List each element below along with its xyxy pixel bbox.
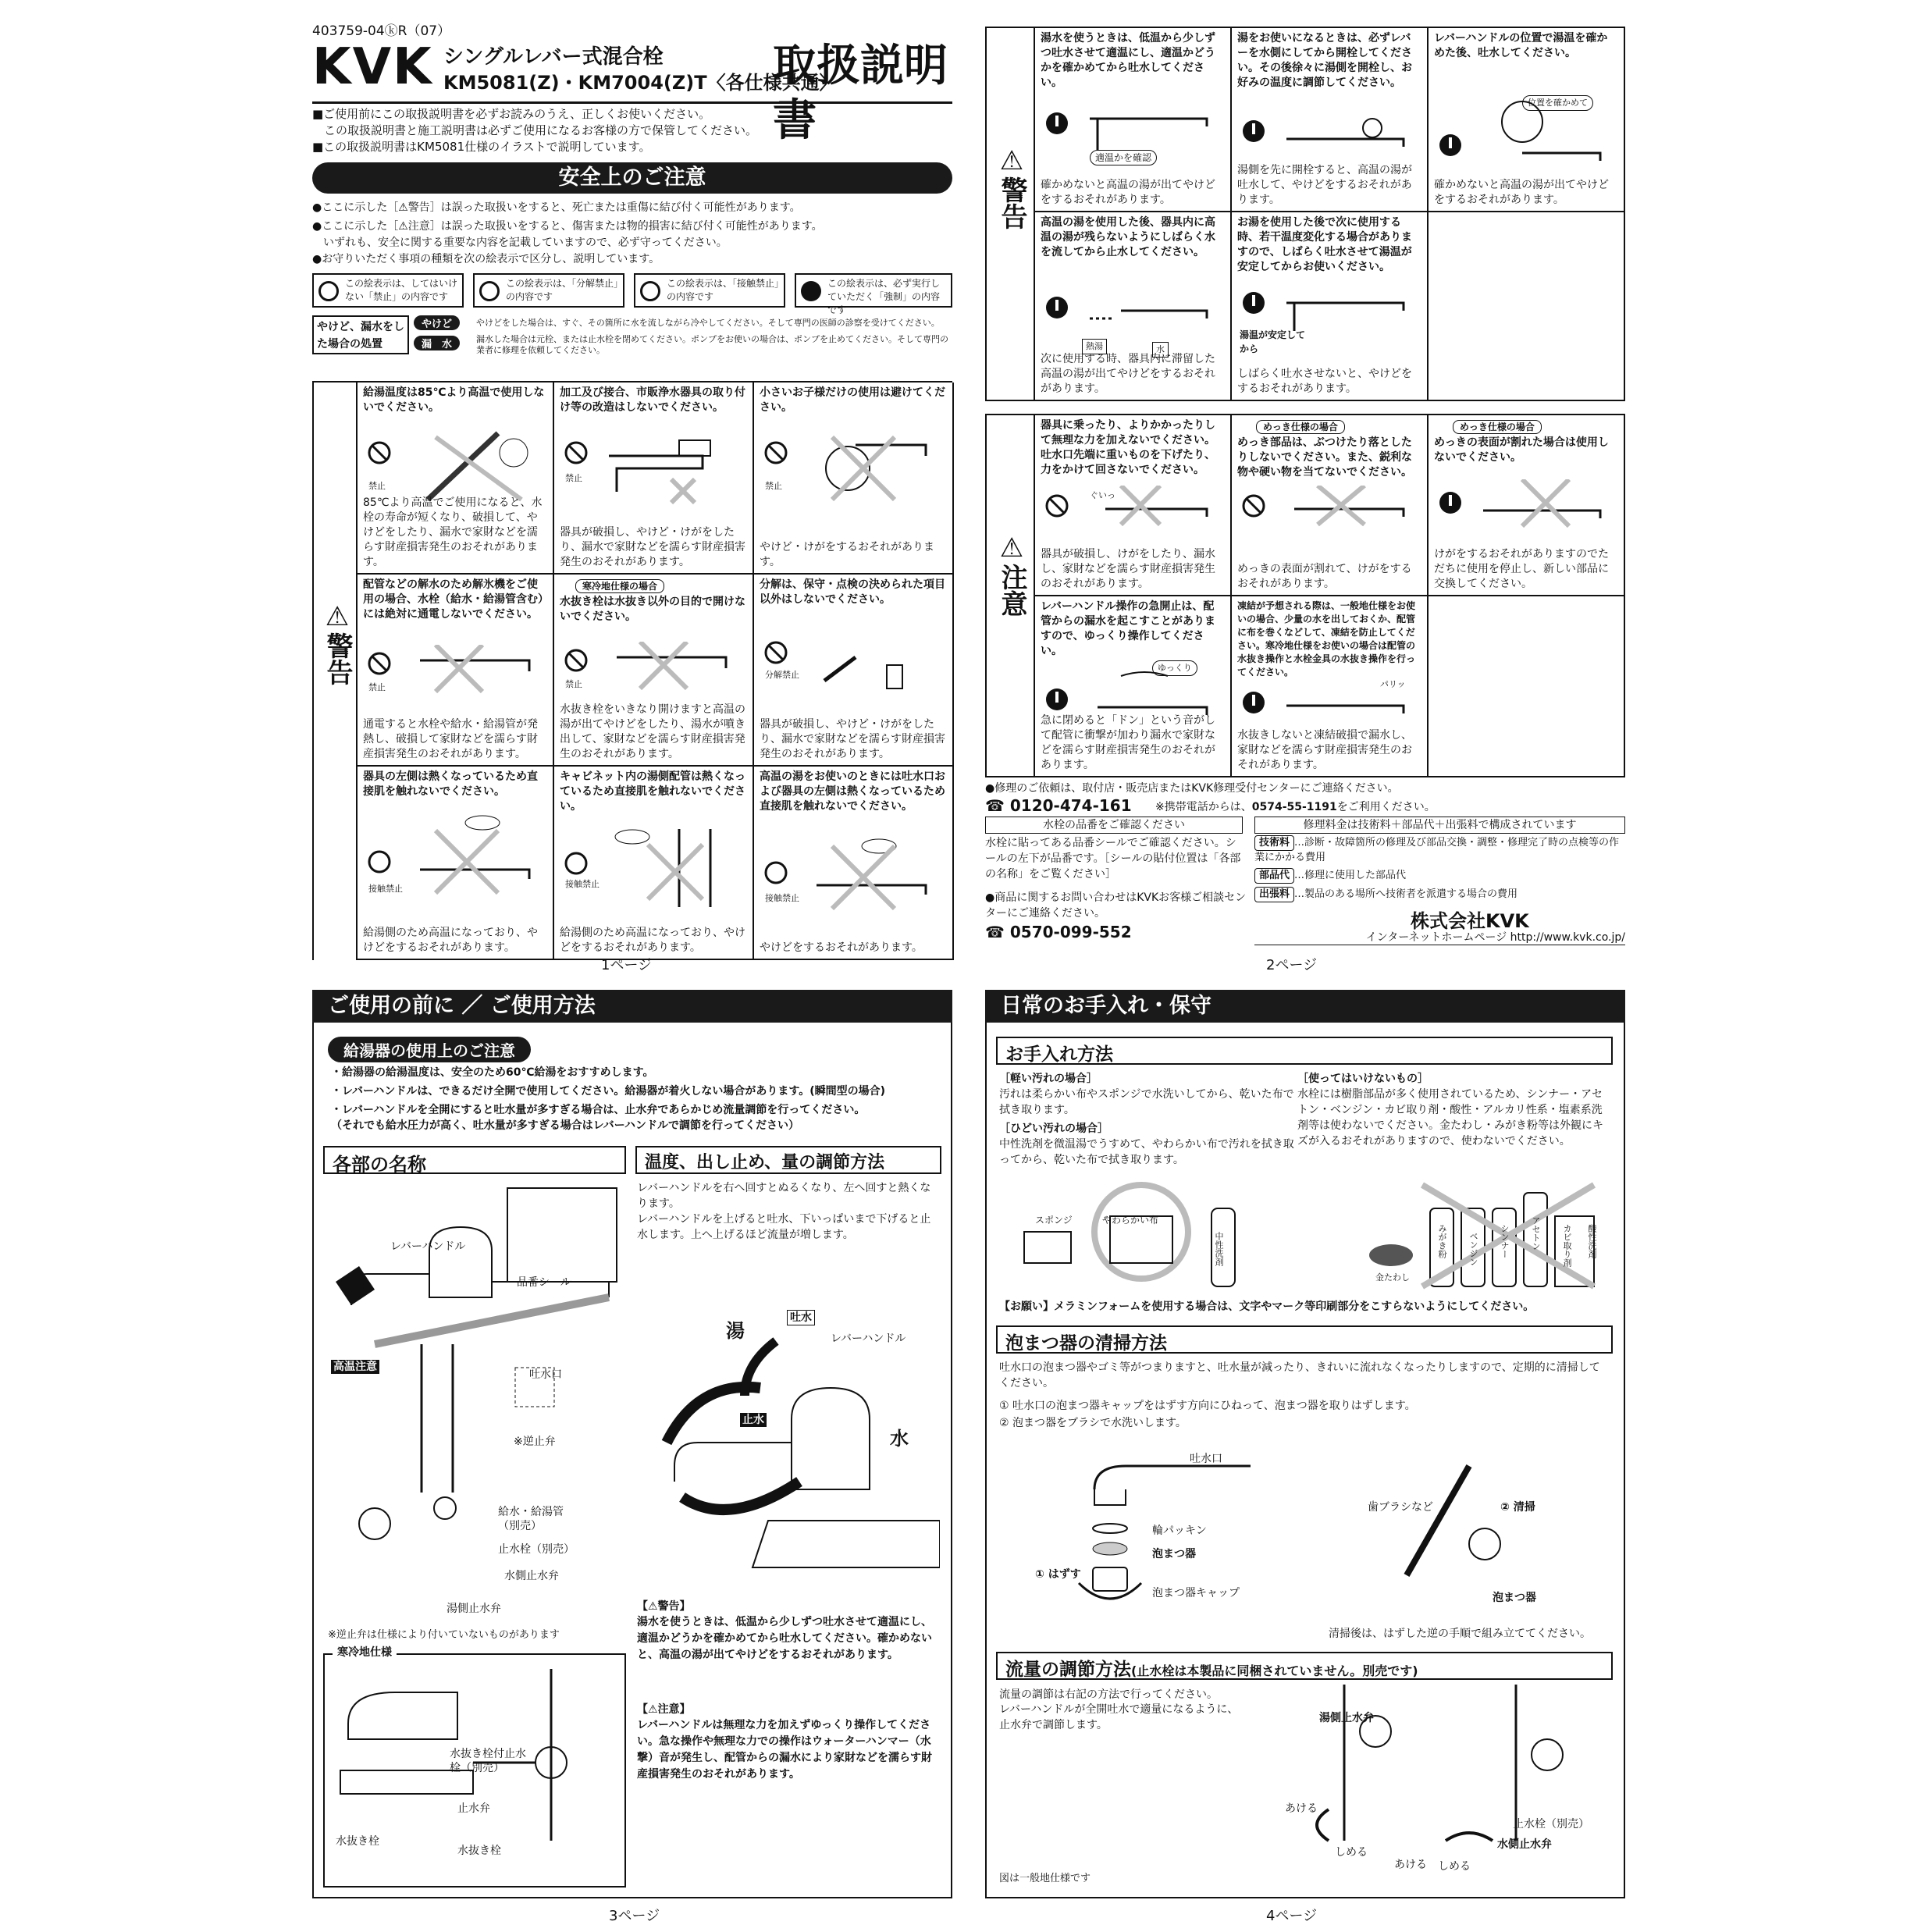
adjust-cold: 水 [890,1428,909,1450]
mandatory-icon [801,281,821,301]
flow-stop: 止水栓（別売） [1513,1818,1589,1831]
yakedo-tag: やけど [414,315,460,330]
label-hot: 高温注意 [331,1360,379,1374]
caution-side-label: ⚠注意 [987,415,1035,776]
warn-cell-5: 寒冷地仕様の場合 水抜き栓は水抜き以外の目的で開けないでください。 禁止 水抜き栓をいきなり開けますと高温の湯が出てやけどをしたり、湯水が噴き出して、家財などを濡らす財産損害発生のおそれがあります。 [554,575,754,767]
label-lever: レバーハンドル [390,1240,466,1253]
prohibit-icon [318,281,339,301]
light-text: 汚れは柔らかい布やスポンジで水洗いしてから、乾いた布で拭き取ります。 [999,1088,1294,1116]
no-touch-icon [640,281,660,301]
page-number-4: 4ページ [1266,1908,1318,1924]
caution-grid [985,414,1625,777]
disassemble-icon [762,634,945,696]
symbol-no-disassemble: この絵表示は、「分解禁止」の内容です [473,273,624,308]
label-pipe: 給水・給湯管（別売） [498,1506,564,1532]
cold-stop-valve: 止水弁 [457,1802,490,1815]
rousui-tag: 漏 水 [414,336,460,350]
aerator-brush: 歯ブラシなど [1368,1501,1433,1514]
fee-0: 技術料 …診断・故障箇所の修理及び部品交換・調整・修理完了時の点検等の作業にかかる費用 [1254,837,1620,863]
emergency-label: やけど、漏水をした場合の処置 [312,315,409,354]
symbol-mandatory: この絵表示は、必ず実行していただく「強制」の内容です [795,273,952,308]
label-spout: 吐水口 [529,1368,562,1381]
heavy-text: 中性洗剤を微温湯でうすめて、やわらかい布で汚れを拭き取ってから、乾いた布で拭き取ります。 [999,1138,1294,1166]
light-title: ［軽い汚れの場合］ [999,1073,1098,1085]
caution-box: レバーハンドルは無理な力を加えずゆっくり操作してください。急な操作や無理な力での操作はウォーターハンマー（水撃）音が発生し、配管からの漏水により家財などを濡らす財産損害発生のおそれがあります。 [637,1719,932,1781]
safety-note-2: いずれも、安全に関する重要な内容を記載していますので、必ず守ってください。 [312,237,728,249]
page-2 [985,23,1625,973]
inquiry-tel: ☎ 0570-099-552 [985,923,1132,941]
p2-caution-cell-1: 器具に乗ったり、よりかかったりして無理な力を加えないでください。吐水口先端に重いものを下げたり、力をかけて回さないでください。 ぐいっ 器具が破損し、けがをしたり、漏水し、家財などを濡らす財産損害発生のおそれがあります。 [1035,415,1232,596]
adjust-text-1: レバーハンドルを上げると吐水、下いっぱいまで下げると止水します。上へ上げるほど流量が増します。 [637,1213,931,1241]
rousui-text: 漏水した場合は元栓、または止水栓を閉めてください。ポンプをお使いの場合は、ポンプを止めてください。そして専門の業者に修理を依頼してください。 [476,334,948,355]
force-icon [1043,486,1222,532]
warn-cell-3: 小さいお子様だけの使用は避けてください。 禁止 やけど・けがをするおそれがあります。 [754,382,954,575]
adjust-lever: レバーハンドル [831,1332,906,1345]
aerator-aerator: 泡まつ器 [1152,1548,1196,1560]
child-icon [762,429,945,507]
plating-broken-icon [1436,479,1616,534]
warning-grid [312,381,952,960]
adjust-hot: 湯 [726,1320,745,1342]
aerator-after: 清掃後は、はずした逆の手順で組み立ててください。 [1329,1628,1591,1640]
heater-item-3: （それでも給水圧力が高く、吐水量が多すぎる場合はレバーハンドルで調節を行ってください） [331,1119,800,1132]
flow-text-0: 流量の調節は右記の方法で行ってください。 [999,1688,1218,1701]
p2-warn-cell-1: 湯水を使うときは、低温から少しずつ吐水させて適温にし、適温かどうかを確かめてから吐水してください。 適温かを確認 確かめないと高温の湯が出てやけどをするおそれがあります。 [1035,28,1232,212]
care-title: お手入れ方法 [996,1037,1613,1065]
faucet-modify-icon [562,432,745,507]
care-polish: みがき粉 [1437,1224,1447,1258]
safety-note-1: ●ここに示した［⚠注意］は誤った取扱いをすると、傷害または物的損害に結び付く可能性があります。 [312,220,823,233]
page4-title: 日常のお手入れ・保守 [985,990,1625,1023]
label-seal: 品番シール [517,1276,571,1289]
parts-note: ※逆止弁は仕様により付いていないものがあります [328,1629,560,1641]
doc-code: 403759-04ⓚR（07） [312,23,451,39]
flow-cold-valve: 水側止水弁 [1497,1838,1552,1851]
aerator-spout: 吐水口 [1190,1453,1222,1465]
fee-title: 修理料金は技術料＋部品代＋出張料で構成されています [1254,817,1625,834]
flow-open-1: あける [1285,1802,1318,1815]
care-items-illustration [1016,1177,1610,1294]
warn-cell-8: キャビネット内の湯側配管は熱くなっているため直接肌を触れないでください。 接触禁止 給湯側のため高温になっており、やけどをするおそれがあります。 [554,767,754,960]
label-stop: 止水栓（別売） [498,1543,575,1556]
care-thinner: シンナー [1500,1224,1510,1258]
aerator-packing: 輪パッキン [1152,1525,1207,1537]
p2-warn-cell-2: 湯をお使いになるときは、必ずレバーを水側にしてから開栓してください。その後徐々に湯側を開栓し、お好みの温度に調節してください。 湯側を先に開栓すると、高温の湯が吐水して、やけどをするおそれがあります。 [1232,28,1429,212]
aerator-diagram [1063,1450,1571,1614]
flush-icon [1043,287,1222,342]
heavy-title: ［ひどい汚れの場合］ [999,1123,1108,1135]
care-neutral: 中性洗剤 [1214,1232,1224,1266]
page3-title: ご使用の前に ／ ご使用方法 [312,990,952,1023]
symbol-legend [312,273,952,315]
page-number-1: 1ページ [601,957,653,973]
flow-close-1: しめる [1335,1846,1368,1859]
company: 株式会社KVK [1411,910,1529,932]
care-acid: 酸性洗剤 [1587,1224,1597,1258]
intro-1: この取扱説明書と施工説明書は必ずご使用になるお客様の方で保管してください。 [312,123,758,137]
p2-caution-cell-3: めっき仕様の場合 めっきの表面が割れた場合は使用しないでください。 けがをするおそれがありますのでただちに使用を停止し、新しい部品に交換してください。 [1429,415,1625,596]
warn-side-label: ⚠警告 [314,382,358,960]
intro-2: ■この取扱説明書はKM5081仕様のイラストで説明しています。 [312,140,651,154]
melamine-note: 【お願い】メラミンフォームを使用する場合は、文字やマーク等印刷部分をこすらないようにしてください。 [999,1300,1535,1313]
no-disassemble-icon [479,281,500,301]
warn-box: 湯水を使うときは、低温から少しずつ吐水させて適温にし、適温かどうかを確かめてから吐水してください。確かめないと、高温の湯が出てやけどをするおそれがあります。 [637,1616,932,1661]
adjust-text-0: レバーハンドルを右へ回すとぬるくなり、左へ回すと熱くなります。 [637,1182,931,1210]
heater-item-1: ・レバーハンドルは、できるだけ全開で使用してください。給湯器が着火しない場合があります。(瞬間型の場合) [331,1085,885,1098]
product-line1: シングルレバー式混合栓 [443,45,664,69]
cold-drain-1: 水抜き栓 [336,1835,379,1848]
phone-icon: ☎ [985,796,1010,815]
electric-icon [365,645,545,699]
p2-warn-cell-3: レバーハンドルの位置で湯温を確かめた後、吐水してください。 位置を確かめて 確かめないと高温の湯が出てやけどをするおそれがあります。 [1429,28,1625,212]
label-cold-valve: 水側止水弁 [504,1570,559,1582]
care-mold: カビ取り剤 [1562,1224,1572,1267]
cold-drain-2: 水抜き栓 [457,1845,501,1857]
warn-cell-9: 高温の湯をお使いのときには吐水口および器具の左側は熱くなっているため直接肌を触れないでください。 接触禁止 やけどをするおそれがあります。 [754,767,954,960]
p2-warn-cell-4: 高温の湯を使用した後、器具内に高温の湯が残らないようにしばらく水を流してから止水してください。 熱湯 水 次に使用する時、器具内に滞留した高温の湯が出てやけどをするおそれがあります。 [1035,212,1232,400]
safety-note-3: ●お守りいただく事項の種類を次の絵表示で区分し、説明しています。 [312,253,660,265]
flow-note: 図は一般地仕様です [999,1873,1091,1884]
p2-caution-cell-5: 凍結が予想される際は、一般地仕様をお使いの場合、少量の水を出しておくか、配管に布を巻くなどして、凍結を防止してください。寒冷地仕様をお使いの場合は配管の水抜き操作と水栓金具の水抜き操作を行ってください。 パリッ 水抜きしないと凍結破損で漏水し、家財などを濡らす財産損害発生のおそれがあります。 [1232,596,1429,776]
symbol-no-touch: この絵表示は、「接触禁止」の内容です [634,273,785,308]
brand-logo: KVK [312,38,433,96]
fee-2: 出張料 …製品のある場所へ技術者を派遣する場合の費用 [1254,887,1625,902]
care-sponge: スポンジ [1035,1215,1073,1226]
cold-title: 寒冷地仕様 [333,1646,397,1660]
warn-cell-4: 配管などの解水のため解氷機をご使用の場合、水栓（給水・給湯管含む）には絶対に通電しないでください。 禁止 通電すると水栓や給水・給湯管が発熱し、破損して家財などを濡らす財産損害発生のおそれがあります。 [358,575,554,767]
lever-diagram [635,1318,940,1583]
aerator-aerator-2: 泡まつ器 [1493,1592,1536,1604]
label-hot-valve: 湯側止水弁 [447,1603,501,1615]
aerator-remove: ① はずす [1035,1568,1081,1581]
repair-tel: ☎ 0120-474-161 [985,796,1132,815]
phone-icon-2: ☎ [985,923,1010,941]
flow-open-2: あける [1394,1859,1427,1871]
drain-valve-icon [562,642,745,696]
flow-hot-valve: 湯側止水弁 [1319,1712,1374,1724]
adjust-stop: 止水 [740,1413,767,1427]
care-benzine: ベンジン [1468,1232,1478,1266]
label-check: ※逆止弁 [514,1436,556,1448]
intro-0: ■ご使用前にこの取扱説明書を必ずお読みのうえ、正しくお使いください。 [312,107,711,121]
ng-title: ［使ってはいけないもの］ [1297,1073,1429,1085]
flow-close-2: しめる [1438,1860,1471,1873]
p2-caution-cell-4: レバーハンドル操作の急開止は、配管からの漏水を起こすことがありますので、ゆっくり操作してください。 ゆっくり 急に閉めると「ドン」という音がして配管に衝撃が加わり漏水で家財などを濡らす財産損害発生のおそれがあります。 [1035,596,1232,776]
adjust-title: 温度、出し止め、量の調節方法 [635,1146,941,1174]
aerator-step-1: ② 泡まつ器をブラシで水洗いします。 [999,1417,1187,1429]
warn-grid-2 [985,27,1625,401]
fee-1: 部品代 …修理に使用した部品代 [1254,868,1625,884]
warn-cell-7: 器具の左側は熱くなっているため直接肌を触れないでください。 接触禁止 給湯側のため高温になっており、やけどをするおそれがあります。 [358,767,554,960]
plating-hit-icon [1240,486,1419,532]
heater-item-2: ・レバーハンドルを全開にすると吐水量が多すぎる場合は、止水弁であらかじめ流量調節を行ってください。 [331,1104,866,1116]
aerator-clean: ② 清掃 [1500,1501,1535,1514]
parts-title: 各部の名称 [323,1146,626,1174]
thermometer-icon [365,429,545,504]
ng-text: 水栓には樹脂部品が多く使用されているため、シンナー・アセトン・ベンジン・カビ取り剤・酸性・アルカリ性系・塩素系洗剤等は使わないでください。金たわし・みがき粉等は外観にキズが入るおそれがありますので、使わないでください。 [1297,1088,1603,1147]
care-cloth: やわらかい布 [1102,1215,1159,1226]
adjust-water-out: 吐水 [787,1310,815,1325]
header-rule [312,101,952,104]
aerator-step-0: ① 吐水口の泡まつ器キャップをはずす方向にひねって、泡まつ器を取りはずします。 [999,1400,1416,1412]
heater-item-0: ・給湯器の給湯温度は、安全のため60℃給湯をおすすめします。 [331,1066,654,1079]
p2-caution-cell-2: めっき仕様の場合 めっき部品は、ぶつけたり落としたりしないでください。また、鋭利な物や硬い物を当てないでください。 めっきの表面が割れて、けがをするおそれがあります。 [1232,415,1429,596]
warn-box-title: 【⚠警告】 [637,1600,691,1613]
page-3 [312,990,952,1927]
yakedo-text: やけどをした場合は、すぐ、その箇所に水を流しながら冷やしてください。そして専門の医師の診察を受けてください。 [476,318,940,328]
page-4 [985,990,1625,1927]
page-number-3: 3ページ [609,1908,660,1924]
warn-side-label-2: ⚠警告 [987,28,1035,400]
flow-title: 流量の調節方法(止水栓は本製品に同梱されていません。別売です) [996,1652,1613,1680]
hinban-text: 水栓に貼ってある品番シールでご確認ください。シールの左下が品番です。［シールの貼付位置は「各部の名称」をご覧ください］ [985,837,1241,881]
inquiry: ●商品に関するお問い合わせはKVKお客様ご相談センターにご連絡ください。 [985,891,1247,920]
aerator-cap: 泡まつ器キャップ [1152,1587,1240,1599]
doc-title: 取扱説明書 [773,41,948,146]
page-number-2: 2ページ [1266,957,1318,973]
safety-title: 安全上のご注意 [312,162,952,194]
safety-note-0: ●ここに示した［⚠警告］は誤った取扱いをすると、死亡または重傷に結び付く可能性があります。 [312,201,801,214]
care-acetone: アセトン [1531,1216,1541,1251]
repair-mobile: ※携帯電話からは、0574-55-1191をご利用ください。 [1155,801,1436,813]
p2-warn-cell-5: お湯を使用した後で次に使用する時、若干温度変化する場合がありますので、しばらく吐水させて湯温が安定してからお使いください。 湯温が安定してから しばらく吐水させないと、やけどをするおそれがあります。 [1232,212,1429,400]
symbol-prohibit: この絵表示は、してはいけない「禁止」の内容です [312,273,464,308]
warn-cell-2: 加工及び接合、市販浄水器具の取り付け等の改造はしないでください。 禁止 器具が破損し、やけど・けがをしたり、漏水で家財などを濡らす財産損害発生のおそれがあります。 [554,382,754,575]
page-1 [312,23,952,973]
cold-drain-stop: 水抜き栓付止水栓（別売） [450,1748,526,1774]
care-wire: 金たわし [1375,1272,1410,1283]
product-line2: KM5081(Z)・KM7004(Z)T〈各仕様共通〉 [443,72,838,94]
lever-water-icon [1240,116,1419,170]
caution-box-title: 【⚠注意】 [637,1703,691,1716]
cabinet-pipe-icon [562,829,745,907]
repair-note: ●修理のご依頼は、取付店・販売店またはKVK修理受付センターにご連絡ください。 [985,782,1399,795]
warn-cell-1: 給湯温度は85℃より高温で使用しないでください。 禁止 85℃より高温でご使用になると、水栓の寿命が短くなり、破損して、やけどをしたり、漏水で家財などを濡らす財産損害発生のおそれがあります。 [358,382,554,575]
heater-title: 給湯器の使用上のご注意 [328,1037,531,1062]
stable-temp-icon [1240,287,1419,334]
flow-text-1: レバーハンドルが全開吐水で適量になるように、止水弁で調節します。 [999,1703,1239,1731]
aerator-title: 泡まつ器の清掃方法 [996,1325,1613,1354]
website[interactable]: インターネットホームページ http://www.kvk.co.jp/ [1254,929,1625,945]
warn-cell-6: 分解は、保守・点検の決められた項目以外はしないでください。 分解禁止 器具が破損し、やけど・けがをしたり、漏水で家財などを濡らす財産損害発生のおそれがあります。 [754,575,954,767]
hinban-title: 水栓の品番をご確認ください [985,817,1243,834]
aerator-text: 吐水口の泡まつ器やゴミ等がつまりますと、吐水量が減ったり、きれいに流れなくなったりしますので、定期的に清掃してください。 [999,1361,1600,1389]
